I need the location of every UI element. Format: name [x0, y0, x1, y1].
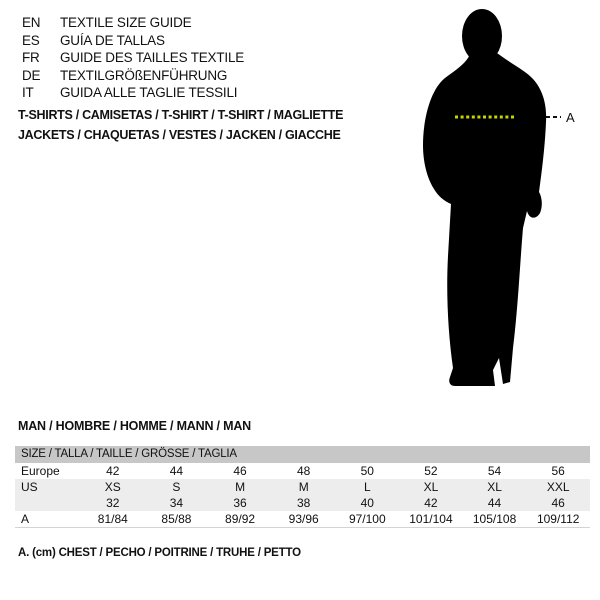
- language-code: EN: [22, 15, 41, 30]
- size-cell: 93/96: [288, 512, 319, 526]
- size-cell: M: [235, 480, 246, 494]
- size-row-europe: [15, 463, 590, 479]
- size-cell: 101/104: [409, 512, 453, 526]
- language-code: ES: [22, 32, 40, 48]
- language-label: TEXTILGRÖßENFÜHRUNG: [60, 67, 228, 83]
- size-cell: 40: [360, 496, 374, 510]
- size-cell: 97/100: [348, 512, 386, 526]
- size-table-header: SIZE / TALLA / TAILLE / GRÖSSE / TAGLIA: [15, 446, 590, 463]
- size-cell: 36: [233, 496, 247, 510]
- size-cell: 32: [106, 496, 120, 510]
- language-row-it: [22, 84, 244, 102]
- size-cell: L: [363, 480, 371, 494]
- language-code: FR: [22, 50, 40, 65]
- size-cell: XL: [423, 480, 439, 494]
- language-row-fr: [22, 49, 244, 67]
- size-cell: 46: [551, 496, 565, 510]
- size-row-numeric: [15, 495, 590, 511]
- language-label: GUIDA ALLE TAGLIE TESSILI: [60, 85, 238, 100]
- size-row-a: [15, 511, 590, 528]
- size-cell: 56: [551, 464, 565, 478]
- size-cell: XXL: [546, 480, 570, 494]
- size-cell: 46: [233, 464, 247, 478]
- size-cell: 38: [297, 496, 311, 510]
- size-cell: 89/92: [225, 512, 256, 526]
- size-cell: 50: [360, 464, 374, 478]
- language-row-en: [22, 14, 244, 32]
- size-cell: 85/88: [161, 512, 192, 526]
- man-silhouette-figure: [415, 8, 600, 388]
- size-row-label: US: [21, 480, 38, 494]
- man-silhouette-svg: [415, 8, 600, 388]
- language-code: IT: [22, 85, 34, 100]
- product-categories: [18, 106, 343, 145]
- size-cell: 34: [169, 496, 184, 510]
- size-row-label: Europe: [21, 464, 60, 478]
- size-cell: 42: [424, 496, 438, 510]
- size-table-rows: [15, 463, 590, 528]
- size-cell: 109/112: [536, 512, 580, 526]
- language-label: GUIDE DES TAILLES TEXTILE: [60, 50, 245, 65]
- section-title-man: MAN / HOMBRE / HOMME / MANN / MAN: [18, 419, 251, 433]
- size-cell: XL: [487, 480, 502, 494]
- size-table: [15, 446, 590, 528]
- measurement-footnote: A. (cm) CHEST / PECHO / POITRINE / TRUHE / PETTO: [18, 547, 301, 559]
- language-row-es: [22, 32, 244, 50]
- silhouette-body: [423, 50, 546, 386]
- size-row-label: [15, 495, 81, 511]
- size-cell: 81/84: [97, 512, 128, 526]
- size-cell: 42: [106, 464, 120, 478]
- size-cell: 105/108: [472, 512, 517, 526]
- size-cell: 52: [424, 464, 438, 478]
- size-row-us: [15, 479, 590, 495]
- language-guide-list: [22, 14, 244, 102]
- size-cell: 54: [487, 464, 502, 478]
- size-cell: 44: [169, 464, 184, 478]
- language-label: TEXTILE SIZE GUIDE: [60, 15, 192, 30]
- language-row-de: [22, 67, 244, 85]
- size-cell: XS: [104, 480, 121, 494]
- category-line-tshirts: T-SHIRTS / CAMISETAS / T-SHIRT / T-SHIRT / MAGLIETTE: [18, 108, 344, 122]
- size-cell: 44: [487, 496, 502, 510]
- language-label: GUÍA DE TALLAS: [60, 32, 165, 48]
- size-cell: S: [172, 480, 181, 494]
- size-cell: 48: [297, 464, 311, 478]
- size-cell: M: [298, 480, 309, 494]
- category-line-jackets: JACKETS / CHAQUETAS / VESTES / JACKEN / GIACCHE: [18, 127, 341, 142]
- size-row-label: A: [21, 512, 30, 526]
- measure-label-a: A: [566, 110, 575, 125]
- language-code: DE: [22, 67, 41, 83]
